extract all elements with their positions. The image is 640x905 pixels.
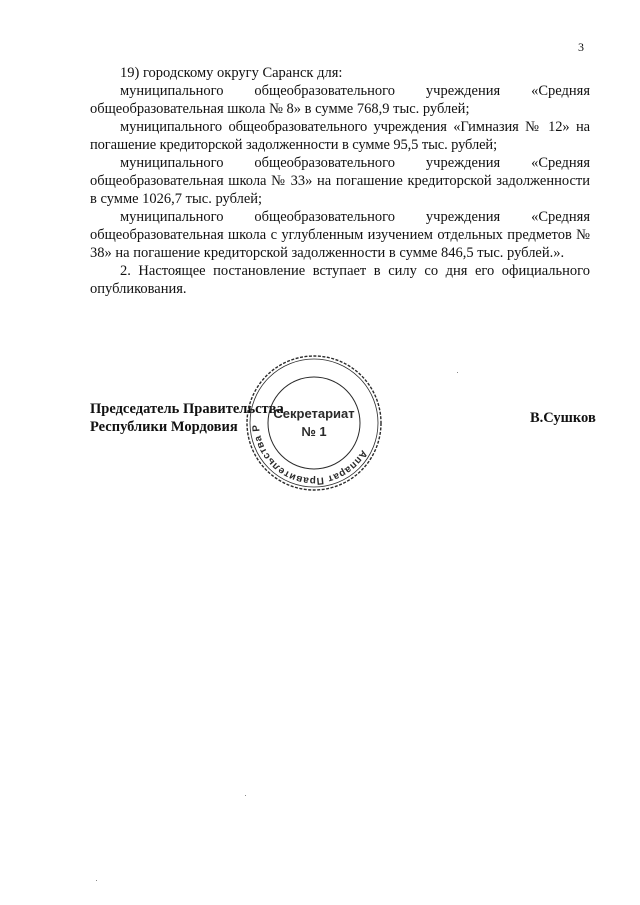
document-body — [90, 64, 590, 298]
signatory-name: В.Сушков — [530, 410, 596, 426]
paragraph-school-38: муниципального общеобразовательного учреждения «Средняя общеобразовательная школа с углубленным изучением отдельных предметов № 38» на погашение кредиторской задолженности в сумме 846,5 тыс. рублей.». — [90, 209, 590, 261]
stamp-center-line-1: Секретариат — [273, 406, 355, 421]
paragraph-effective-date: 2. Настоящее постановление вступает в силу со дня его официального опубликования. — [90, 263, 590, 297]
scan-speck — [457, 372, 458, 373]
signatory-title-line-1: Председатель Правительства — [90, 401, 284, 417]
official-stamp — [243, 352, 385, 494]
paragraph-school-8: муниципального общеобразовательного учреждения «Средняя общеобразовательная школа № 8» в сумме 768,9 тыс. рублей; — [90, 83, 590, 117]
scan-speck — [245, 795, 246, 796]
stamp-center-line-2: № 1 — [301, 424, 327, 439]
scan-speck — [96, 880, 97, 881]
paragraph-intro: 19) городскому округу Саранск для: — [120, 65, 343, 81]
stamp-ring-textpath: Аппарат Правительства Р — [250, 424, 370, 487]
paragraph-school-33: муниципального общеобразовательного учреждения «Средняя общеобразовательная школа № 33» на погашение кредиторской задолженности в сумме 1026,7 тыс. рублей; — [90, 155, 590, 207]
signatory-title-line-2: Республики Мордовия — [90, 419, 238, 435]
paragraph-gymnasium-12: муниципального общеобразовательного учреждения «Гимназия № 12» на погашение кредиторской задолженности в сумме 95,5 тыс. рублей; — [90, 119, 590, 153]
page-number: 3 — [578, 40, 584, 54]
